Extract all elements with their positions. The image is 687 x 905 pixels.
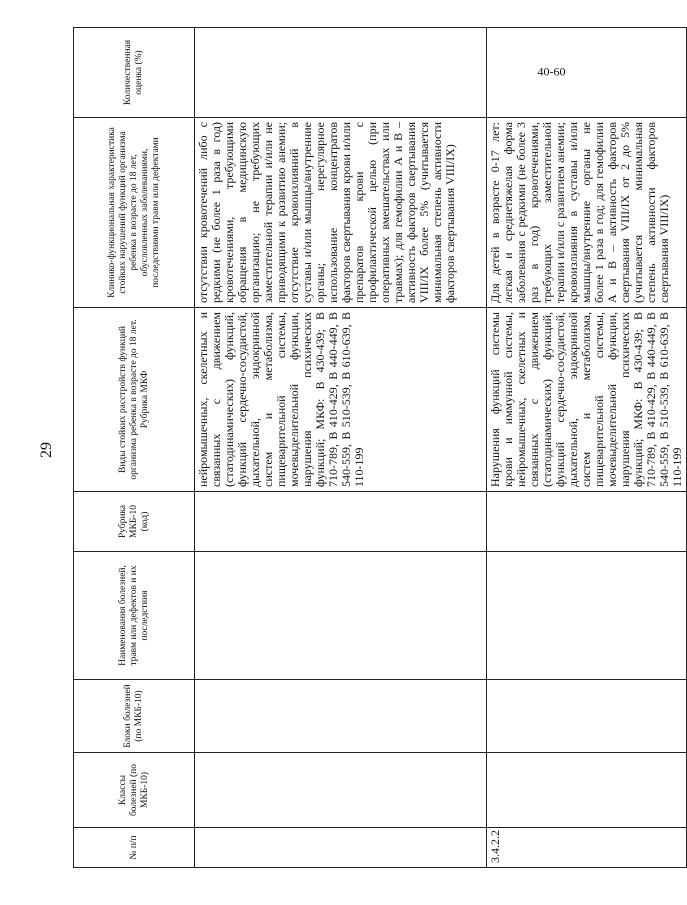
header-names: Наименования болезней, травм или дефектов и их последствия bbox=[74, 552, 195, 680]
header-score: Количественная оценка (%) bbox=[74, 28, 195, 118]
row-types: Нарушения функций системы крови и иммунной системы, нейромышечных, скелетных и связанных с движением (статодинамических) функций, функций сердечно-сосудистой, дыхательной, эндокринной систем и метаболизма, пищеварительной системы, мочевыделительной функции, нарушения психических функций; МКФ: В 430-439; В 710-789, В 410-429, В 440-449, В 540-559, В 510-539, В 610-639, В 110-199 bbox=[487, 308, 687, 492]
disability-criteria-table bbox=[73, 27, 687, 868]
table-row bbox=[195, 28, 487, 868]
row-classes bbox=[487, 753, 687, 828]
page-number: 29 bbox=[38, 442, 55, 458]
row-blocks bbox=[195, 680, 487, 753]
row-score bbox=[195, 28, 487, 118]
row-rubric bbox=[195, 492, 487, 552]
header-rubric: Рубрика МКБ-10 (код) bbox=[74, 492, 195, 552]
header-classes: Классы болезней (по МКБ-10) bbox=[74, 753, 195, 828]
row-classes bbox=[195, 753, 487, 828]
row-score bbox=[487, 28, 687, 118]
header-types: Виды стойких расстройств функций организма ребенка в возрасте до 18 лет. Рубрика МКФ bbox=[74, 308, 195, 492]
rotated-table-wrapper bbox=[73, 28, 684, 868]
score-value: 40-60 bbox=[537, 65, 566, 79]
row-rubric bbox=[487, 492, 687, 552]
row-types: нейромышечных, скелетных и связанных с движением (статодинамических) функций, функций сердечно-сосудистой, дыхательной, эндокринной систем и метаболизма, пищеварительной системы, мочевыделительной функции, нарушения психических функций; МКФ: В 430-439; В 710-789, В 410-429, В 440-449, В 540-559, В 510-539, В 610-639, В 110-199 bbox=[195, 308, 487, 492]
row-num: 3.4.2.2 bbox=[487, 828, 687, 868]
header-row bbox=[74, 28, 195, 868]
row-names bbox=[487, 552, 687, 680]
header-blocks: Блоки болезней (по МКБ-10) bbox=[74, 680, 195, 753]
row-clinical: отсутствии кровотечений либо с редкими (не более 1 раза в год) кровотечениями, требующими обращения в медицинскую организацию; не требующих заместительной терапии и/или не приводящими к развитию анемии; отсутствие кровоизлияний в суставы и/или мышцы/внутренние органы; нерегулярное использование концентратов факторов свертывания крови и/или препаратов крови с профилактической целью (при оперативных вмешательствах или травмах); для гемофилии А и В – активность факторов свертывания VIII/IX более 5% (учитывается минимальная степень активности факторов свертывания VIII/IX) bbox=[195, 118, 487, 308]
header-num: № п/п bbox=[74, 828, 195, 868]
row-clinical: Для детей в возрасте 0-17 лет: легкая и среднетяжелая форма заболевания с редкими (не более 3 раз в год) кровотечениями, требующих заместительной терапии и/или с развитием анемии; кровоизлияния в суставы и/или мышцы/внутренние органы не более 1 раза в год; для гемофилии А и В – активность факторов свертывания VIII/IX от 2 до 5% (учитывается минимальная степень активности факторов свертывания VIII/IX) bbox=[487, 118, 687, 308]
row-num bbox=[195, 828, 487, 868]
header-clinical: Клинико-функциональная характеристика стойких нарушений функций организма ребенка в возрасте до 18 лет, обусловленных заболеваниями, последствиями травм или дефектами bbox=[74, 118, 195, 308]
row-names bbox=[195, 552, 487, 680]
row-blocks bbox=[487, 680, 687, 753]
table-row bbox=[487, 28, 687, 868]
